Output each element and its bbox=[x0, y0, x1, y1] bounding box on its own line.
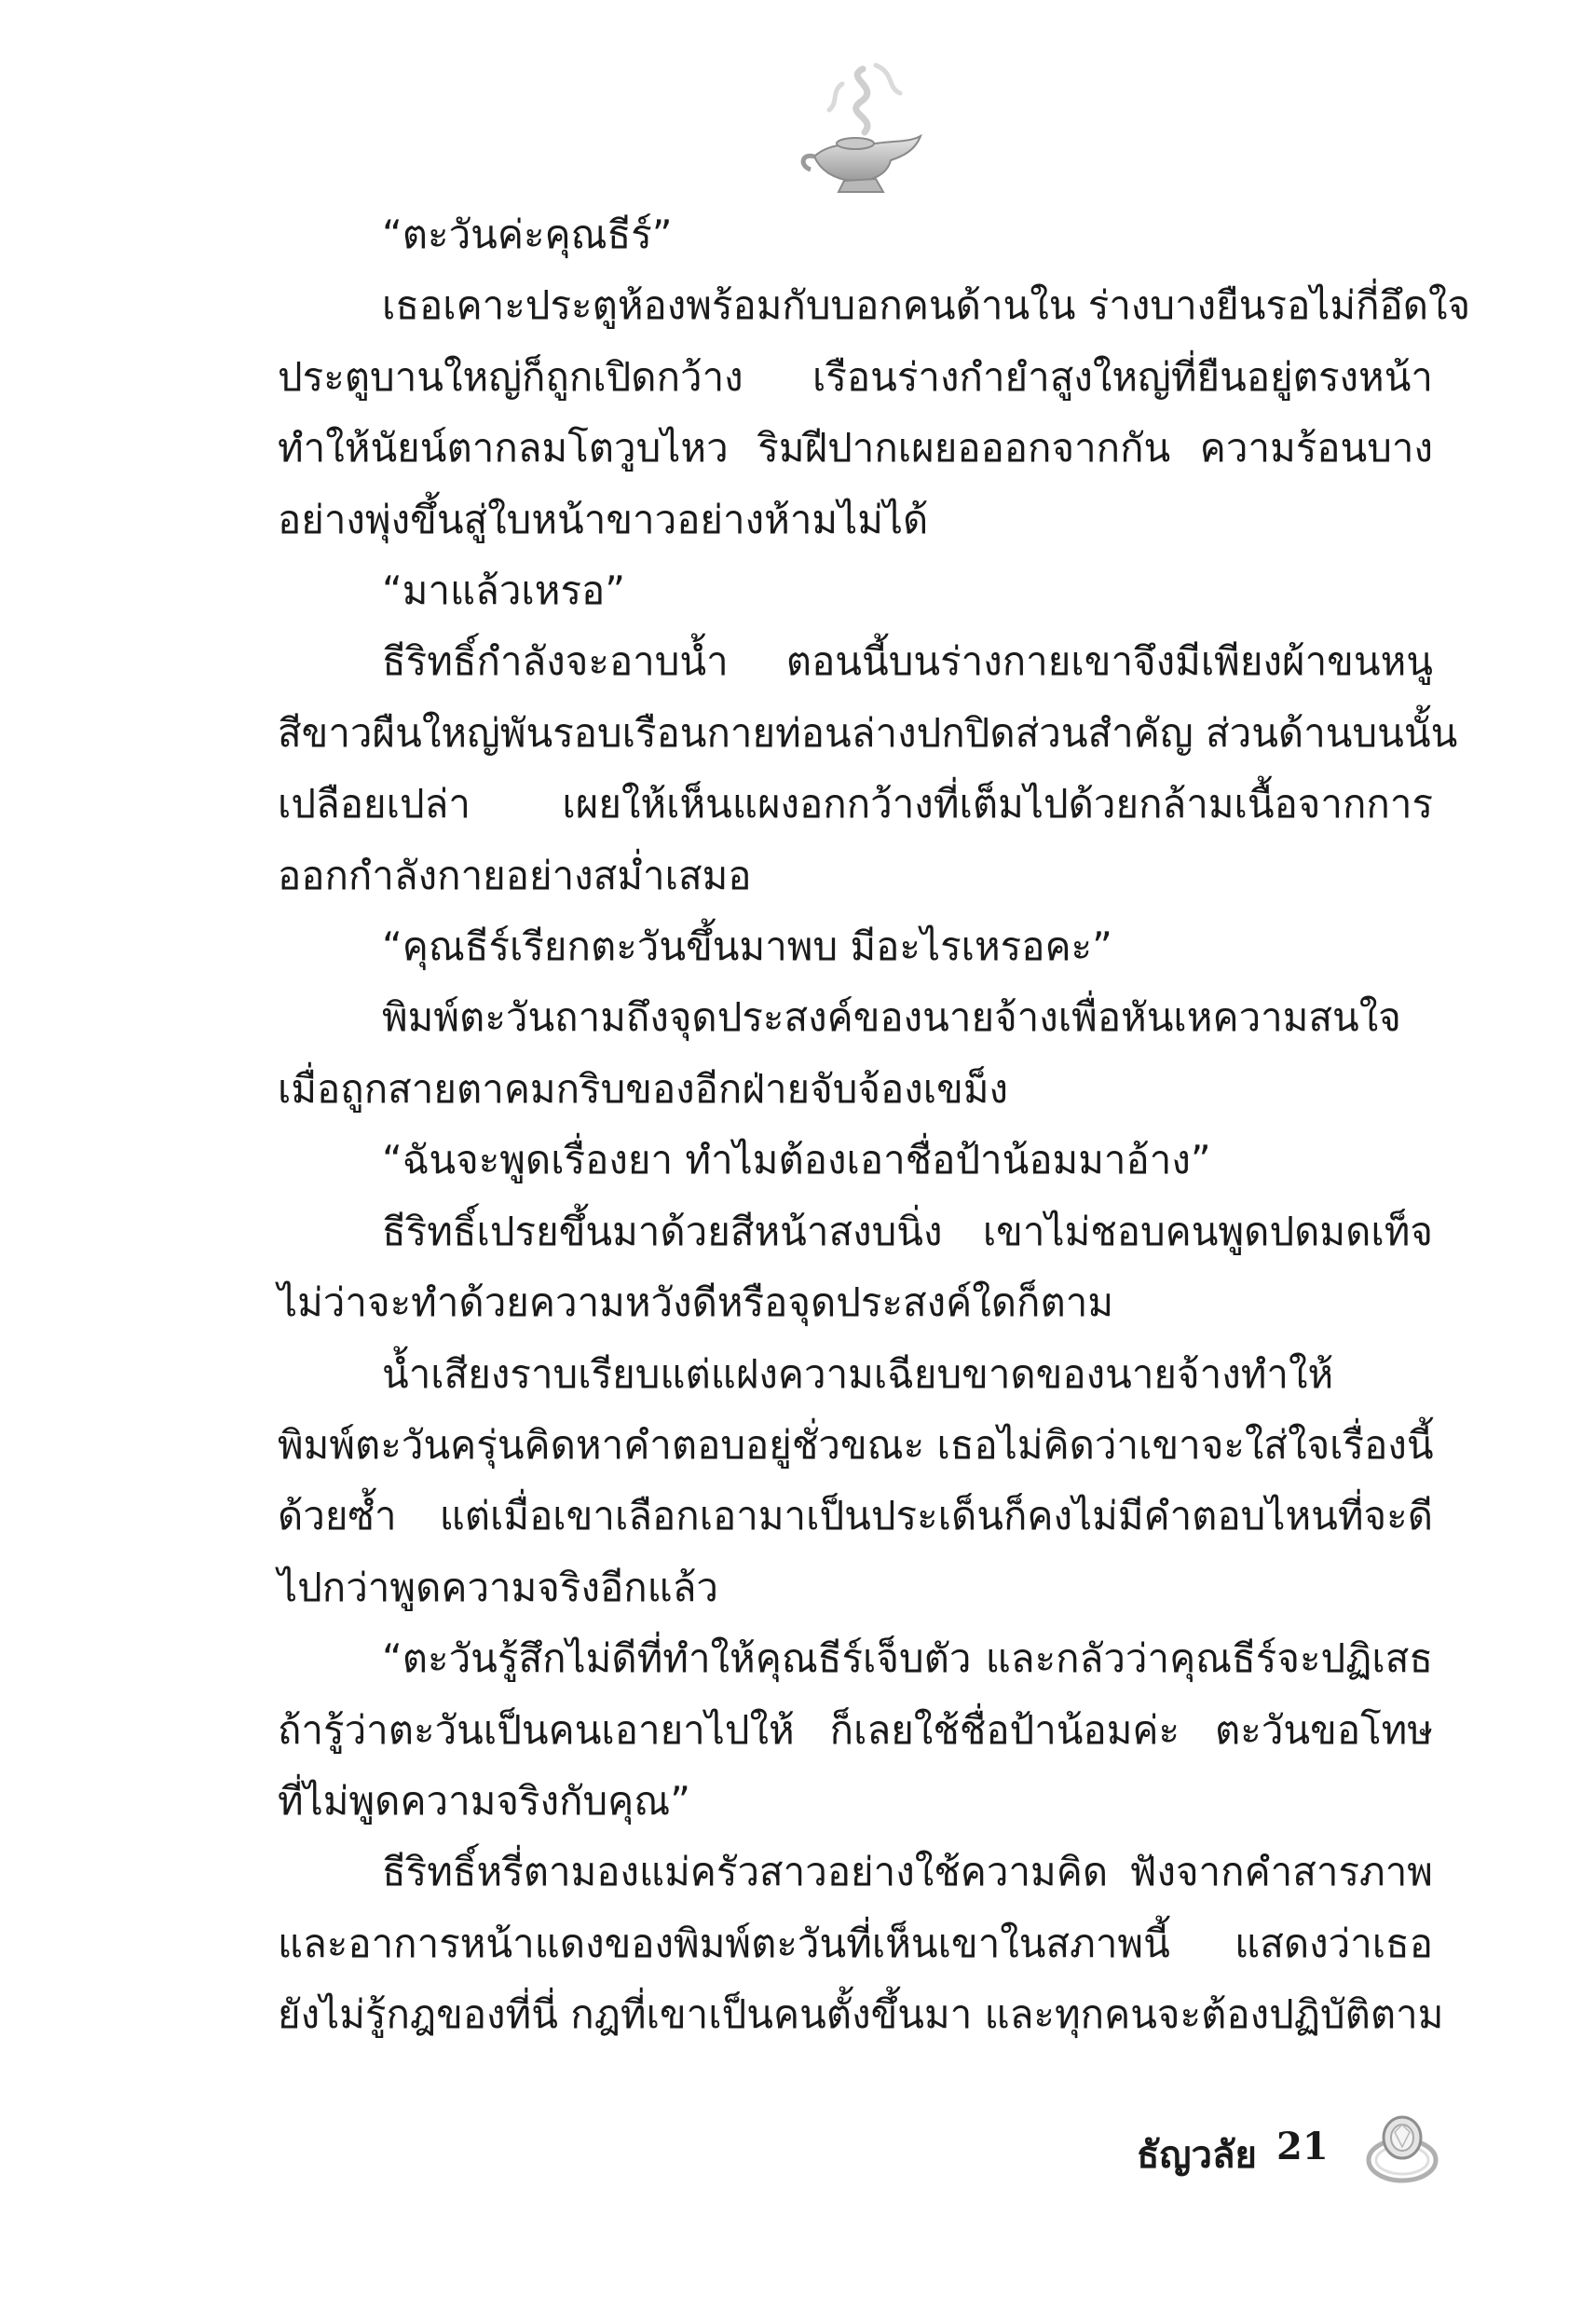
book-title: ธัญวลัย bbox=[1137, 2133, 1257, 2177]
text-line: เมื่อถูกสายตาคมกริบของอีกฝ่ายจับจ้องเขม็ง bbox=[278, 1065, 1009, 1112]
page-number: 21 bbox=[1276, 2125, 1329, 2168]
text-line: พิมพ์ตะวันถามถึงจุดประสงค์ของนายจ้างเพื่อหันเหความสนใจ bbox=[382, 994, 1401, 1041]
text-line: เธอเคาะประตูห้องพร้อมกับบอกคนด้านใน ร่างบางยืนรอไม่กี่อึดใจ bbox=[382, 282, 1471, 329]
text-line: ธีริทธิ์เปรยขึ้นมาด้วยสีหน้าสงบนิ่ง เขาไม่ชอบคนพูดปดมดเท็จ bbox=[382, 1208, 1433, 1254]
text-line: ไม่ว่าจะทำด้วยความหวังดีหรือจุดประสงค์ใดก็ตาม bbox=[278, 1279, 1114, 1326]
text-line: “ตะวันค่ะคุณธีร์” bbox=[382, 212, 673, 257]
text-line: ธีริทธิ์หรี่ตามองแม่ครัวสาวอย่างใช้ความคิด ฟังจากคำสารภาพ bbox=[382, 1849, 1433, 1895]
text-line: พิมพ์ตะวันครุ่นคิดหาคำตอบอยู่ชั่วขณะ เธอไม่คิดว่าเขาจะใส่ใจเรื่องนี้ bbox=[278, 1421, 1434, 1468]
text-line: ถ้ารู้ว่าตะวันเป็นคนเอายาไปให้ ก็เลยใช้ชื่อป้าน้อมค่ะ ตะวันขอโทษ bbox=[278, 1706, 1433, 1753]
text-line: และอาการหน้าแดงของพิมพ์ตะวันที่เห็นเขาในสภาพนี้ แสดงว่าเธอ bbox=[278, 1920, 1433, 1966]
text-line: ทำให้นัยน์ตากลมโตวูบไหว ริมฝีปากเผยอออกจากกัน ความร้อนบาง bbox=[278, 425, 1433, 472]
text-line: ประตูบานใหญ่ก็ถูกเปิดกว้าง เรือนร่างกำยำสูงใหญ่ที่ยืนอยู่ตรงหน้า bbox=[278, 353, 1433, 400]
page-footer bbox=[1099, 2106, 1472, 2199]
text-line: ยังไม่รู้กฎของที่นี่ กฎที่เขาเป็นคนตั้งขึ้นมา และทุกคนจะต้องปฏิบัติตาม bbox=[278, 1991, 1444, 2038]
text-line: ธีริทธิ์กำลังจะอาบน้ำ ตอนนี้บนร่างกายเขาจึงมีเพียงผ้าขนหนู bbox=[382, 638, 1433, 685]
text-line: “ฉันจะพูดเรื่องยา ทำไมต้องเอาชื่อป้าน้อมมาอ้าง” bbox=[382, 1137, 1211, 1183]
text-line: น้ำเสียงราบเรียบแต่แฝงความเฉียบขาดของนายจ้างทำให้ bbox=[382, 1350, 1334, 1397]
text-line: เปลือยเปล่า เผยให้เห็นแผงอกกว้างที่เต็มไปด้วยกล้ามเนื้อจากการ bbox=[278, 781, 1433, 827]
text-line: ที่ไม่พูดความจริงกับคุณ” bbox=[278, 1777, 690, 1824]
text-line: อย่างพุ่งขึ้นสู่ใบหน้าขาวอย่างห้ามไม่ได้ bbox=[278, 496, 929, 542]
diamond-ring-icon bbox=[1360, 2106, 1444, 2190]
text-line: “ตะวันรู้สึกไม่ดีที่ทำให้คุณธีร์เจ็บตัว และกลัวว่าคุณธีร์จะปฏิเสธ bbox=[382, 1635, 1433, 1682]
text-line: “มาแล้วเหรอ” bbox=[382, 567, 626, 614]
body-text bbox=[278, 199, 1471, 2051]
text-line: ด้วยซ้ำ แต่เมื่อเขาเลือกเอามาเป็นประเด็นก็คงไม่มีคำตอบไหนที่จะดี bbox=[278, 1493, 1433, 1539]
text-line: ออกกำลังกายอย่างสม่ำเสมอ bbox=[278, 852, 752, 898]
text-line: “คุณธีร์เรียกตะวันขึ้นมาพบ มีอะไรเหรอคะ” bbox=[382, 923, 1112, 970]
text-line: ไปกว่าพูดความจริงอีกแล้ว bbox=[278, 1564, 719, 1610]
text-line: สีขาวผืนใหญ่พันรอบเรือนกายท่อนล่างปกปิดส่วนสำคัญ ส่วนด้านบนนั้น bbox=[278, 709, 1458, 756]
paragraphs bbox=[278, 199, 1471, 2051]
genie-lamp-icon bbox=[798, 60, 928, 199]
